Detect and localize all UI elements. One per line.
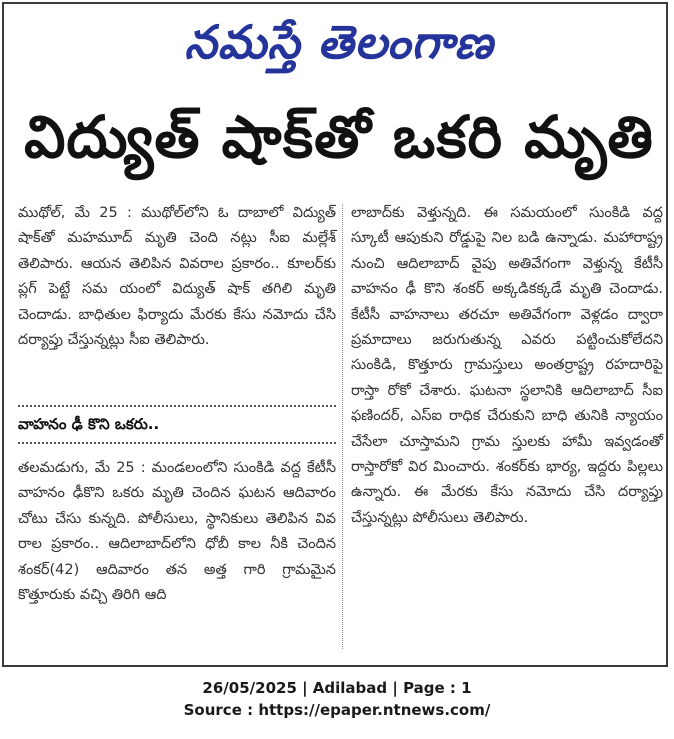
subheading-block [18, 405, 336, 443]
subheading-rule-bottom [18, 442, 336, 444]
newspaper-masthead [4, 12, 674, 72]
footer-source: Source : https://epaper.ntnews.com/ [183, 701, 491, 719]
article-paragraph-3: లాబాద్‌కు వెళ్తున్నది. ఈ సమయంలో సుంకిడి వద్ద స్కూటీ ఆపుకుని రోడ్డుపై నిల బడి ఉన్నాడు. మహారాష్ట్ర నుంచి ఆదిలాబాద్ వైపు అతివేగంగా వెళ్తున్న కేటీసీ వాహనం ఢీ కొని శంకర్ అక్కడికక్కడే మృతి చెందాడు. కేటీసీ వాహనాలు తరచూ అతివేగంగా వెళ్లడం ద్వారా ప్రమాదాలు జరుగుతున్న ఎవరు పట్టించుకోలేదని సుంకిడి, కొత్తూరు గ్రామస్తులు అంతర్రాష్ట్ర రహదారిపై రాస్తా రోకో చేశారు. ఘటనా స్థలానికి ఆదిలాబాద్ సీఐ ఫణిందర్, ఎస్ఐ రాధిక చేరుకుని బాధి తునికి న్యాయం చేసేలా చూస్తామని గ్రామ స్తులకు హామీ ఇవ్వడంతో రాస్తారోకో విర మించారు. శంకర్‌కు భార్య, ఇద్దరు పిల్లలు ఉన్నారు. ఈ మేరకు కేసు నమోదు చేసి దర్యాప్తు చేస్తున్నట్లు పోలీసులు తెలిపారు. [351, 205, 663, 526]
footer-date-edition: 26/05/2025 | Adilabad | Page : 1 [202, 679, 472, 697]
headline-text: విద్యుత్ షాక్‌తో ఒకరి మృతి [24, 103, 654, 171]
article-column-left-bottom [18, 456, 336, 608]
clipping-frame [2, 2, 668, 667]
article-headline [14, 92, 664, 182]
article-subheading: వాహనం ఢీ కొని ఒకరు.. [18, 415, 160, 433]
article-column-right [351, 201, 663, 531]
article-paragraph-2: తలమడుగు, మే 25 : మండలంలోని సుంకిడి వద్ద కేటీసీ వాహనం ఢీకొని ఒకరు మృతి చెందిన ఘటన ఆదివారం చోటు చేసు కున్నది. పోలీసులు, స్థానికులు తెలిపిన వివ రాల ప్రకారం.. ఆదిలాబాద్‌లోని ధోబీ కాల నీకి చెందిన శంకర్(42) ఆదివారం తన అత్త గారి గ్రామమైన కొత్తూరుకు వచ్చి తిరిగి ఆది [18, 460, 336, 604]
column-divider [342, 204, 344, 649]
article-paragraph-1: ముథోల్, మే 25 : ముథోల్‌లోని ఓ దాబాలో విద్యుత్ షాక్‌తో మహమూద్ మృతి చెంది నట్లు సీఐ మల్లేశ్ తెలిపారు. ఆయన తెలిపిన వివరాల ప్రకారం.. కూలర్‌కు ప్లగ్ పెట్టే సమ యంలో విద్యుత్ షాక్ తగిలి మృతి చెందాడు. బాధితుల ఫిర్యాదు మేరకు కేసు నమోదు చేసి దర్యాప్తు చేస్తున్నట్లు సీఐ తెలిపారు. [18, 205, 336, 349]
masthead-title: నమస్తే తెలంగాణ [184, 15, 494, 69]
page-footer [0, 677, 674, 721]
subheading-rule-top [18, 405, 336, 407]
article-column-left-top [18, 201, 336, 353]
